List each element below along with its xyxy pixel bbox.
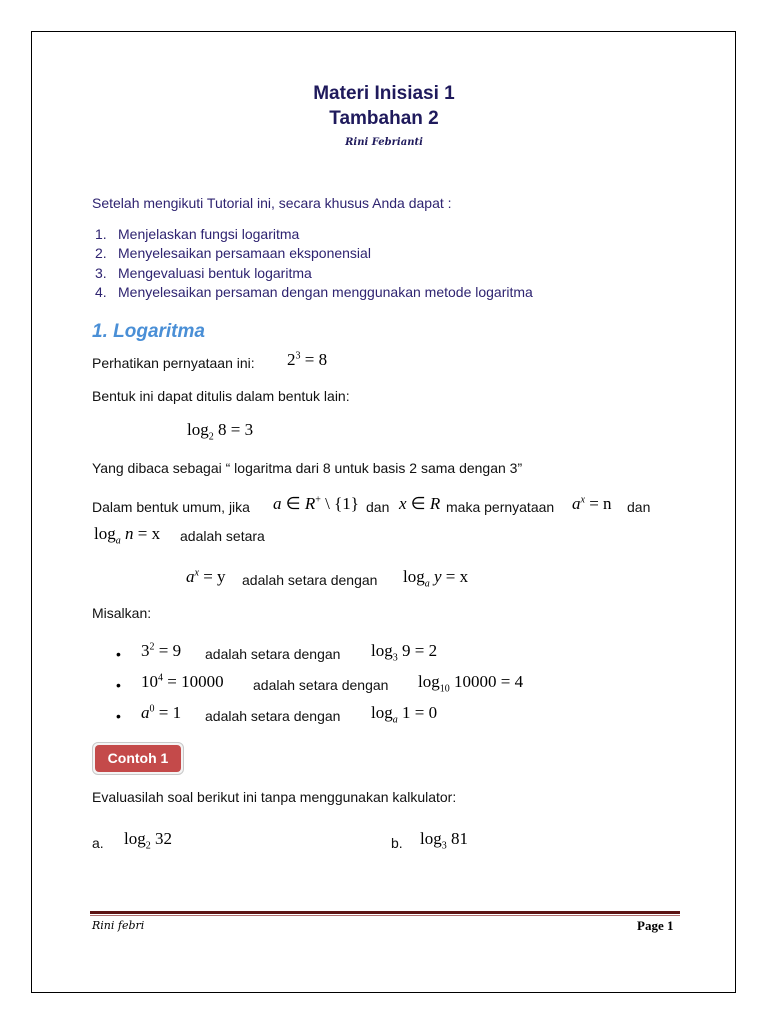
condition-a-in-r-plus: a ∈ R+ \ {1} — [273, 494, 359, 513]
objective-number: 2. — [95, 245, 107, 261]
bullet-glyph: • — [116, 646, 121, 662]
misalkan-text: Misalkan: — [92, 605, 152, 621]
setara-dengan-text: adalah setara dengan — [242, 572, 378, 588]
objective-text: Menjelaskan fungsi logaritma — [118, 226, 300, 242]
contoh-badge-label: Contoh 1 — [95, 745, 181, 772]
example-a-pow-0: $a^0 = 1$ — [141, 703, 182, 722]
question-a-expr: $\log_2 32$ — [124, 829, 172, 852]
bullet-setara-text: adalah setara dengan — [205, 708, 341, 724]
umum-prefix-text: Dalam bentuk umum, jika — [92, 499, 250, 515]
example-log-3-9: $\log_3 9 = 2$ — [371, 641, 438, 664]
adalah-setara-text: adalah setara — [180, 528, 265, 544]
author-name: Rini Febrianti — [345, 137, 423, 148]
objective-item — [95, 265, 312, 281]
question-b-label: b. — [391, 835, 403, 851]
maka-text: maka pernyataan — [446, 499, 555, 515]
dibaca-text: Yang dibaca sebagai “ logaritma dari 8 untuk basis 2 sama dengan 3” — [92, 460, 523, 476]
objective-item — [95, 284, 533, 300]
title-line-1: Materi Inisiasi 1 — [313, 83, 455, 104]
equation-exponent: $2^3 = 8$ — [287, 350, 328, 369]
equation-log-a-n: $\log_a n = x$ — [94, 524, 161, 547]
objective-text: Menyelesaikan persamaan eksponensial — [118, 245, 371, 261]
contoh-badge — [92, 742, 184, 775]
footer-rule — [90, 911, 680, 914]
objective-item — [95, 245, 371, 261]
bentuk-text: Bentuk ini dapat ditulis dalam bentuk lain: — [92, 388, 350, 404]
objective-number: 1. — [95, 226, 107, 242]
question-a-label: a. — [92, 835, 104, 851]
question-b-expr: $\log_3 81$ — [420, 829, 468, 852]
footer-rule-thin — [90, 915, 680, 916]
example-10-pow-4: $10^4 = 10000$ — [141, 672, 224, 691]
objective-text: Menyelesaikan persaman dengan menggunakan metode logaritma — [118, 284, 533, 300]
perhatikan-text: Perhatikan pernyataan ini: — [92, 355, 255, 371]
bullet-setara-text: adalah setara dengan — [253, 677, 389, 693]
condition-x-in-r: x ∈ R — [399, 494, 441, 513]
intro-text: Setelah mengikuti Tutorial ini, secara khusus Anda dapat : — [92, 195, 452, 211]
objective-text: Mengevaluasi bentuk logaritma — [118, 265, 312, 281]
dan-text-2: dan — [627, 499, 651, 515]
bullet-glyph: • — [116, 708, 121, 724]
bullet-glyph: • — [116, 677, 121, 693]
equation-a-pow-x-eq-y: $a^x = y$ — [186, 567, 226, 586]
footer-author: Rini febri — [92, 919, 145, 932]
page-number: Page 1 — [637, 918, 674, 933]
objective-item — [95, 226, 300, 242]
bullet-setara-text: adalah setara dengan — [205, 646, 341, 662]
section-heading: 1. Logaritma — [92, 321, 205, 342]
example-log-10-10000: $\log_{10} 10000 = 4$ — [418, 672, 524, 695]
example-log-a-1: $\log_a 1 = 0$ — [371, 703, 438, 726]
equation-log-2-8: $\log_2 8 = 3$ — [187, 420, 254, 443]
instruction-text: Evaluasilah soal berikut ini tanpa menggunakan kalkulator: — [92, 789, 457, 805]
example-3-pow-2: $3^2 = 9$ — [141, 641, 182, 660]
equation-a-pow-x: $a^x = n$ — [572, 494, 612, 513]
title-line-2: Tambahan 2 — [329, 108, 439, 129]
dan-text: dan — [366, 499, 390, 515]
objective-number: 4. — [95, 284, 107, 300]
objective-number: 3. — [95, 265, 107, 281]
equation-log-a-y: $\log_a y = x$ — [403, 567, 469, 590]
